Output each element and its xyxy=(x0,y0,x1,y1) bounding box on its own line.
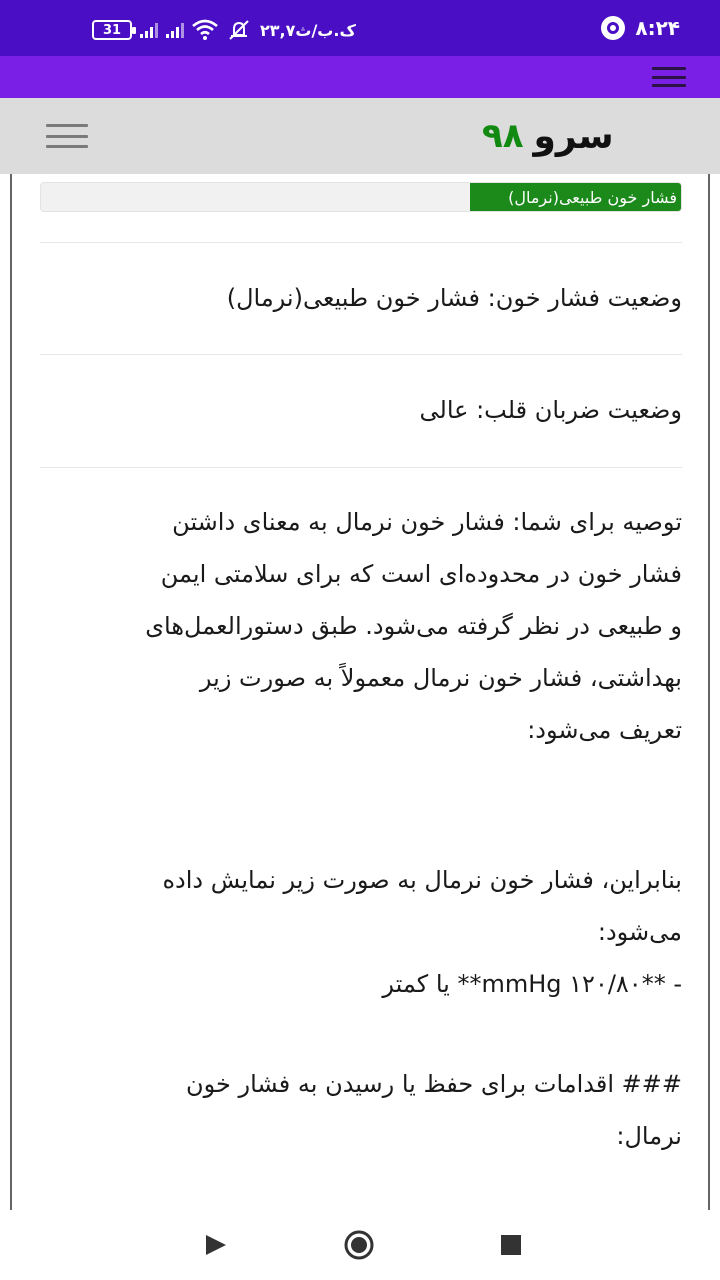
therefore-text xyxy=(42,854,682,1010)
therefore-line: می‌شود: xyxy=(597,918,682,946)
heart-status-line: وضعیت ضربان قلب: عالی xyxy=(419,396,682,424)
battery-icon xyxy=(92,20,132,40)
bell-muted-icon xyxy=(226,19,252,41)
signal-icon xyxy=(140,22,158,38)
content-area xyxy=(10,174,710,1210)
app-icon xyxy=(601,16,625,40)
site-menu-icon[interactable] xyxy=(46,124,88,148)
network-speed: ۲۳,۷ک.ب/ث xyxy=(260,20,356,40)
recommendation-line: فشار خون در محدوده‌ای است که برای سلامتی ایمن xyxy=(160,560,682,588)
status-right-group xyxy=(601,14,680,42)
bp-progress-fill: فشار خون طبیعی(نرمال) xyxy=(470,183,681,211)
status-left-group xyxy=(92,18,356,42)
recommendation-line: تعریف می‌شود: xyxy=(527,716,682,744)
actions-text xyxy=(42,1058,682,1162)
recents-square-icon[interactable] xyxy=(496,1230,526,1260)
bp-status-line: وضعیت فشار خون: فشار خون طبیعی(نرمال) xyxy=(226,284,682,312)
back-triangle-icon[interactable] xyxy=(200,1230,230,1260)
recommendation-text xyxy=(42,496,682,756)
actions-line: نرمال: xyxy=(616,1122,682,1150)
heart-status-text xyxy=(42,384,682,436)
bp-progress-bar xyxy=(40,182,682,212)
site-header xyxy=(0,98,720,174)
divider xyxy=(40,242,682,243)
app-menu-icon[interactable] xyxy=(652,67,686,87)
app-bar xyxy=(0,56,720,98)
signal-icon xyxy=(166,22,184,38)
battery-level: 31 xyxy=(102,22,122,38)
therefore-line: - **۱۲۰/۸۰ mmHg** یا کمتر xyxy=(382,970,682,998)
actions-line: ### اقدامات برای حفظ یا رسیدن به فشار خون xyxy=(185,1070,682,1098)
therefore-line: بنابراین، فشار خون نرمال به صورت زیر نمایش داده xyxy=(162,866,682,894)
status-bar xyxy=(0,0,720,56)
bp-status-text xyxy=(42,272,682,324)
wifi-icon xyxy=(192,19,218,41)
recommendation-line: بهداشتی، فشار خون نرمال معمولاً به صورت زیر xyxy=(199,664,682,692)
recommendation-line: و طبیعی در نظر گرفته می‌شود. طبق دستورالعمل‌های xyxy=(145,612,682,640)
home-circle-icon[interactable] xyxy=(344,1230,374,1260)
logo-number: ۹۸ xyxy=(482,116,524,156)
navigation-bar xyxy=(0,1210,720,1280)
logo-word: سرو xyxy=(533,115,614,157)
site-logo[interactable] xyxy=(482,110,614,162)
recommendation-line: توصیه برای شما: فشار خون نرمال به معنای داشتن xyxy=(172,508,682,536)
divider xyxy=(40,467,682,468)
clock: ۸:۲۴ xyxy=(635,16,680,40)
divider xyxy=(40,354,682,355)
